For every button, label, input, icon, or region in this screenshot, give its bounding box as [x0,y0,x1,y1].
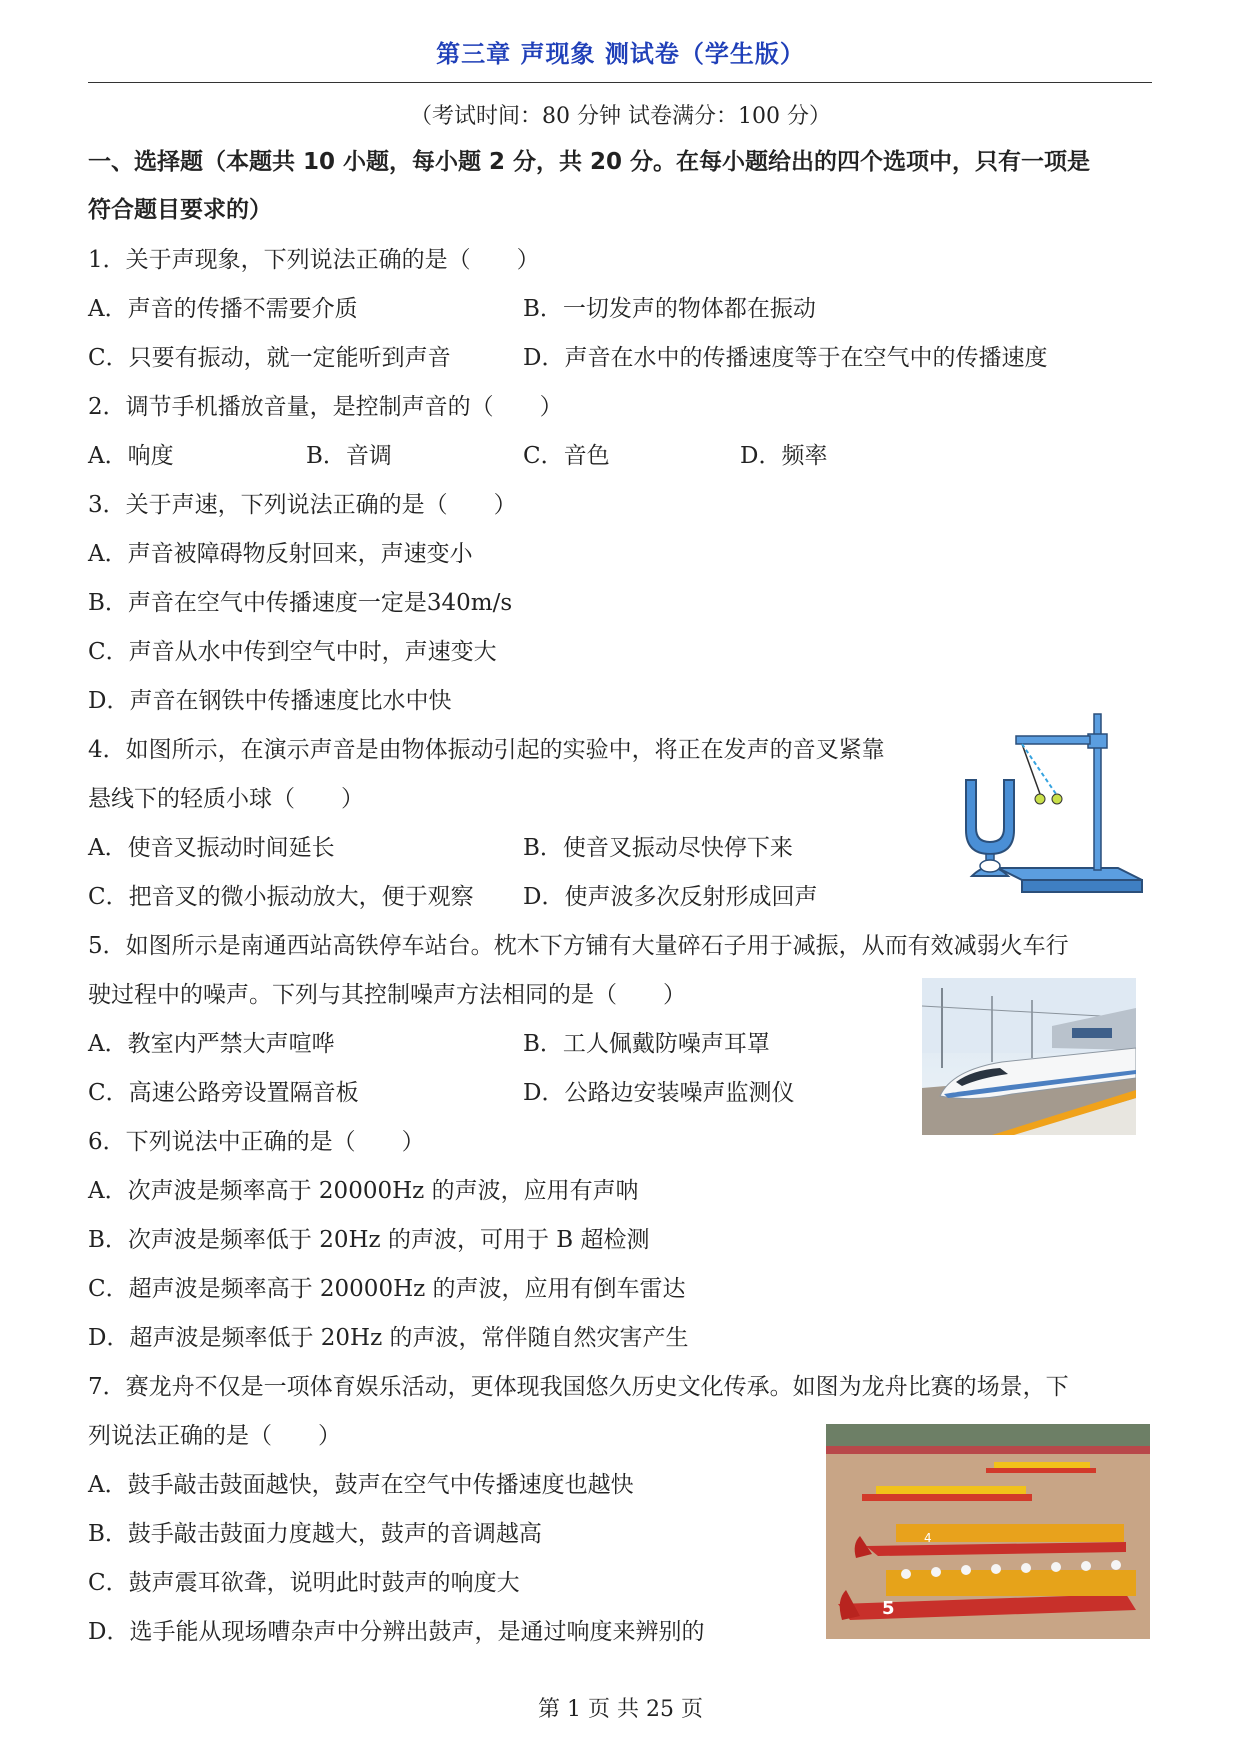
question-7-option-b[interactable]: B．鼓手敲击鼓面力度越大，鼓声的音调越高 [88,1521,542,1547]
question-6-option-b[interactable]: B．次声波是频率低于 20Hz 的声波，可用于 B 超检测 [88,1227,650,1253]
question-5-option-c[interactable]: C．高速公路旁设置隔音板 [88,1080,359,1106]
question-4-option-b[interactable]: B．使音叉振动尽快停下来 [523,835,793,861]
question-7-stem-cont: 列说法正确的是（ ） [88,1423,341,1449]
section-heading-cont: 符合题目要求的） [88,197,272,223]
tuning-fork-illustration [958,708,1148,898]
title-divider [88,82,1152,83]
question-5-stem: 5．如图所示是南通西站高铁停车站台。枕木下方铺有大量碎石子用于减振，从而有效减弱火车行 [88,933,1069,959]
question-4-stem-cont: 悬线下的轻质小球（ ） [88,786,364,812]
exam-info: （考试时间：80 分钟 试卷满分：100 分） [410,104,831,129]
question-6-stem: 6．下列说法中正确的是（ ） [88,1129,425,1155]
question-2-option-b[interactable]: B．音调 [306,443,392,469]
boat-number-5: 5 [882,1598,895,1619]
dragon-boat-illustration [826,1424,1150,1639]
question-4-option-a[interactable]: A．使音叉振动时间延长 [88,835,335,861]
question-3-stem: 3．关于声速，下列说法正确的是（ ） [88,492,517,518]
question-3-option-c[interactable]: C．声音从水中传到空气中时，声速变大 [88,639,497,665]
question-1-option-c[interactable]: C．只要有振动，就一定能听到声音 [88,345,451,371]
tuning-fork-figure [958,708,1148,898]
question-2-option-c[interactable]: C．音色 [523,443,610,469]
question-6-option-a[interactable]: A．次声波是频率高于 20000Hz 的声波，应用有声呐 [88,1178,639,1204]
question-7-option-d[interactable]: D．选手能从现场嘈杂声中分辨出鼓声，是通过响度来辨别的 [88,1619,705,1645]
question-1-option-b[interactable]: B．一切发声的物体都在振动 [523,296,816,322]
question-2-option-d[interactable]: D．频率 [740,443,828,469]
train-illustration [922,978,1136,1135]
question-1-option-a[interactable]: A．声音的传播不需要介质 [88,296,358,322]
question-5-option-b[interactable]: B．工人佩戴防噪声耳罩 [523,1031,770,1057]
question-1-stem: 1．关于声现象，下列说法正确的是（ ） [88,247,540,273]
question-5-option-d[interactable]: D．公路边安装噪声监测仪 [523,1080,795,1106]
question-2-stem: 2．调节手机播放音量，是控制声音的（ ） [88,394,563,420]
question-7-stem: 7．赛龙舟不仅是一项体育娱乐活动，更体现我国悠久历史文化传承。如图为龙舟比赛的场景，下 [88,1374,1069,1400]
question-6-option-d[interactable]: D．超声波是频率低于 20Hz 的声波，常伴随自然灾害产生 [88,1325,689,1351]
question-4-stem: 4．如图所示，在演示声音是由物体振动引起的实验中，将正在发声的音叉紧靠 [88,737,885,763]
question-3-option-a[interactable]: A．声音被障碍物反射回来，声速变小 [88,541,473,567]
question-7-option-a[interactable]: A．鼓手敲击鼓面越快，鼓声在空气中传播速度也越快 [88,1472,634,1498]
question-7-option-c[interactable]: C．鼓声震耳欲聋，说明此时鼓声的响度大 [88,1570,520,1596]
question-5-stem-cont: 驶过程中的噪声。下列与其控制噪声方法相同的是（ ） [88,982,686,1008]
section-heading: 一、选择题（本题共 10 小题，每小题 2 分，共 20 分。在每小题给出的四个选项中，只有一项是 [88,149,1091,175]
question-1-option-d[interactable]: D．声音在水中的传播速度等于在空气中的传播速度 [523,345,1048,371]
boat-number-4: 4 [924,1531,932,1545]
question-2-option-a[interactable]: A．响度 [88,443,174,469]
question-3-option-b[interactable]: B．声音在空气中传播速度一定是340m/s [88,590,513,616]
page-footer: 第 1 页 共 25 页 [538,1697,703,1722]
question-4-option-d[interactable]: D．使声波多次反射形成回声 [523,884,818,910]
dragon-boat-photo [826,1424,1150,1639]
question-4-option-c[interactable]: C．把音叉的微小振动放大，便于观察 [88,884,474,910]
question-6-option-c[interactable]: C．超声波是频率高于 20000Hz 的声波，应用有倒车雷达 [88,1276,686,1302]
page-title: 第三章 声现象 测试卷（学生版） [436,40,805,68]
train-photo [922,978,1136,1135]
question-5-option-a[interactable]: A．教室内严禁大声喧哗 [88,1031,335,1057]
question-3-option-d[interactable]: D．声音在钢铁中传播速度比水中快 [88,688,452,714]
